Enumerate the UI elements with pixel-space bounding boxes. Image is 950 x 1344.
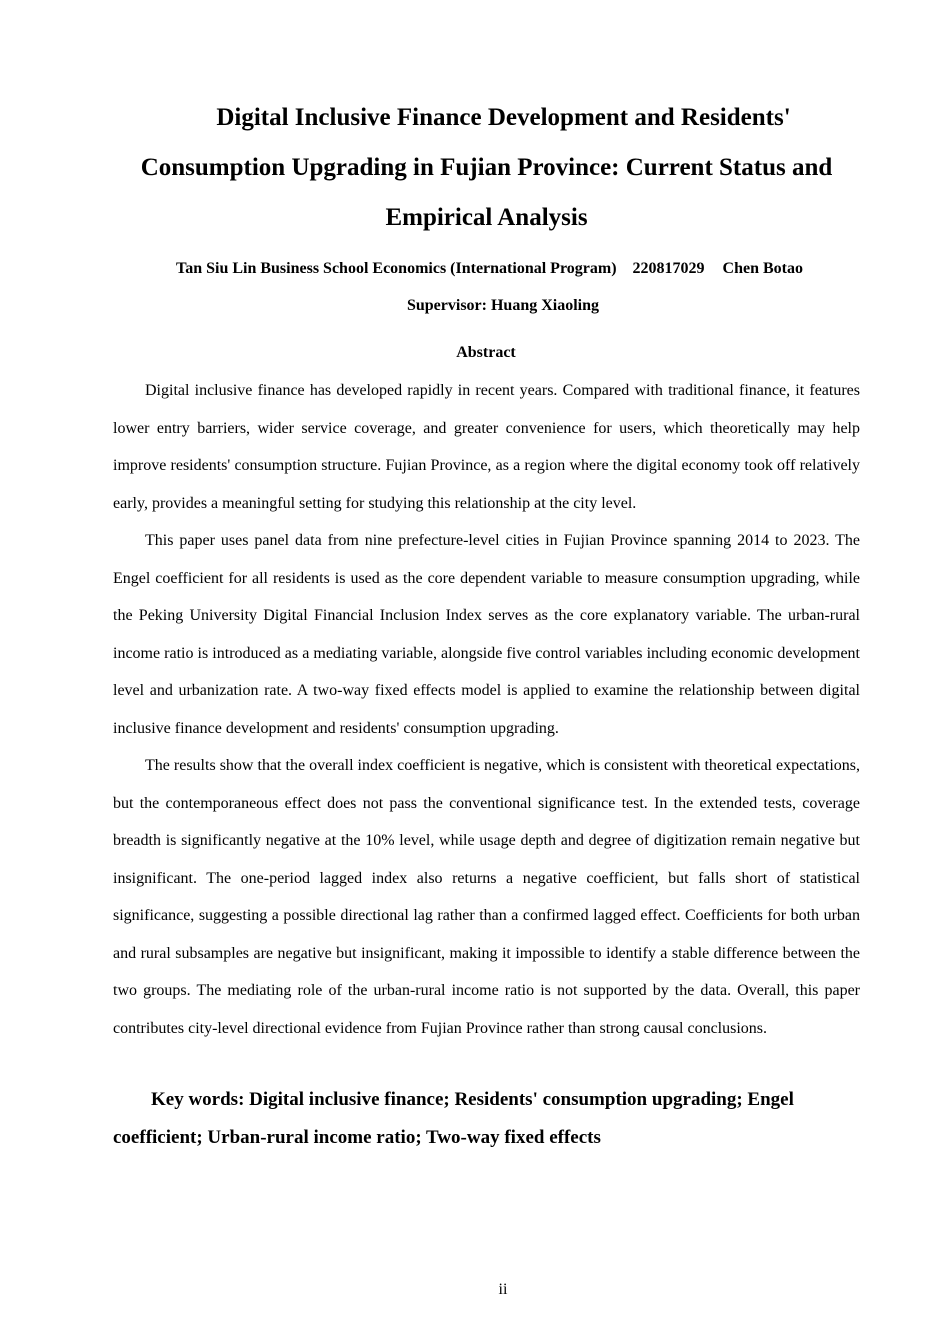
author-school: Tan Siu Lin Business School Economics (International Program) [176,260,617,277]
author-student-id: 220817029 [632,260,705,277]
author-name: Chen Botao [722,260,803,277]
abstract-paragraph-2: This paper uses panel data from nine prefecture-level cities in Fujian Province spanning 2014 to 2023. The Engel coefficient for all residents is used as the core dependent variable to measure consumption upgrading, while the Peking University Digital Financial Inclusion Index serves as the core explanatory variable. The urban-rural income ratio is introduced as a mediating variable, alongside five control variables including economic development level and urbanization rate. A two-way fixed effects model is applied to examine the relationship between digital inclusive finance development and residents' consumption upgrading. [113,532,860,737]
supervisor-line: Supervisor: Huang Xiaoling [406,297,600,314]
page-number: ii [498,1281,508,1298]
title-line-2: Consumption Upgrading in Fujian Province: Current Status and [140,154,833,181]
title-line-1: Digital Inclusive Finance Development and Residents' [216,104,791,131]
abstract-heading: Abstract [456,344,516,361]
abstract-body [113,372,860,1047]
abstract-paragraph-1: Digital inclusive finance has developed rapidly in recent years. Compared with traditional finance, it features lower entry barriers, wider service coverage, and greater convenience for users, which theoretically may help improve residents' consumption structure. Fujian Province, as a region where the digital economy took off relatively early, provides a meaningful setting for studying this relationship at the city level. [113,382,860,512]
title-line-3: Empirical Analysis [385,204,588,231]
keywords: Key words: Digital inclusive finance; Residents' consumption upgrading; Engel coefficient; Urban-rural income ratio; Two-way fixed effects [113,1089,794,1148]
paper-title [113,93,860,243]
abstract-paragraph-3: The results show that the overall index coefficient is negative, which is consistent with theoretical expectations, but the contemporaneous effect does not pass the conventional significance test. In the extended tests, coverage breadth is significantly negative at the 10% level, while usage depth and degree of digitization remain negative but insignificant. The one-period lagged index also returns a negative coefficient, but falls short of statistical significance, suggesting a possible directional lag rather than a confirmed lagged effect. Coefficients for both urban and rural subsamples are negative but insignificant, making it impossible to identify a stable difference between the two groups. The mediating role of the urban-rural income ratio is not supported by the data. Overall, this paper contributes city-level directional evidence from Fujian Province rather than strong causal conclusions. [113,757,860,1037]
author-line [176,258,856,280]
